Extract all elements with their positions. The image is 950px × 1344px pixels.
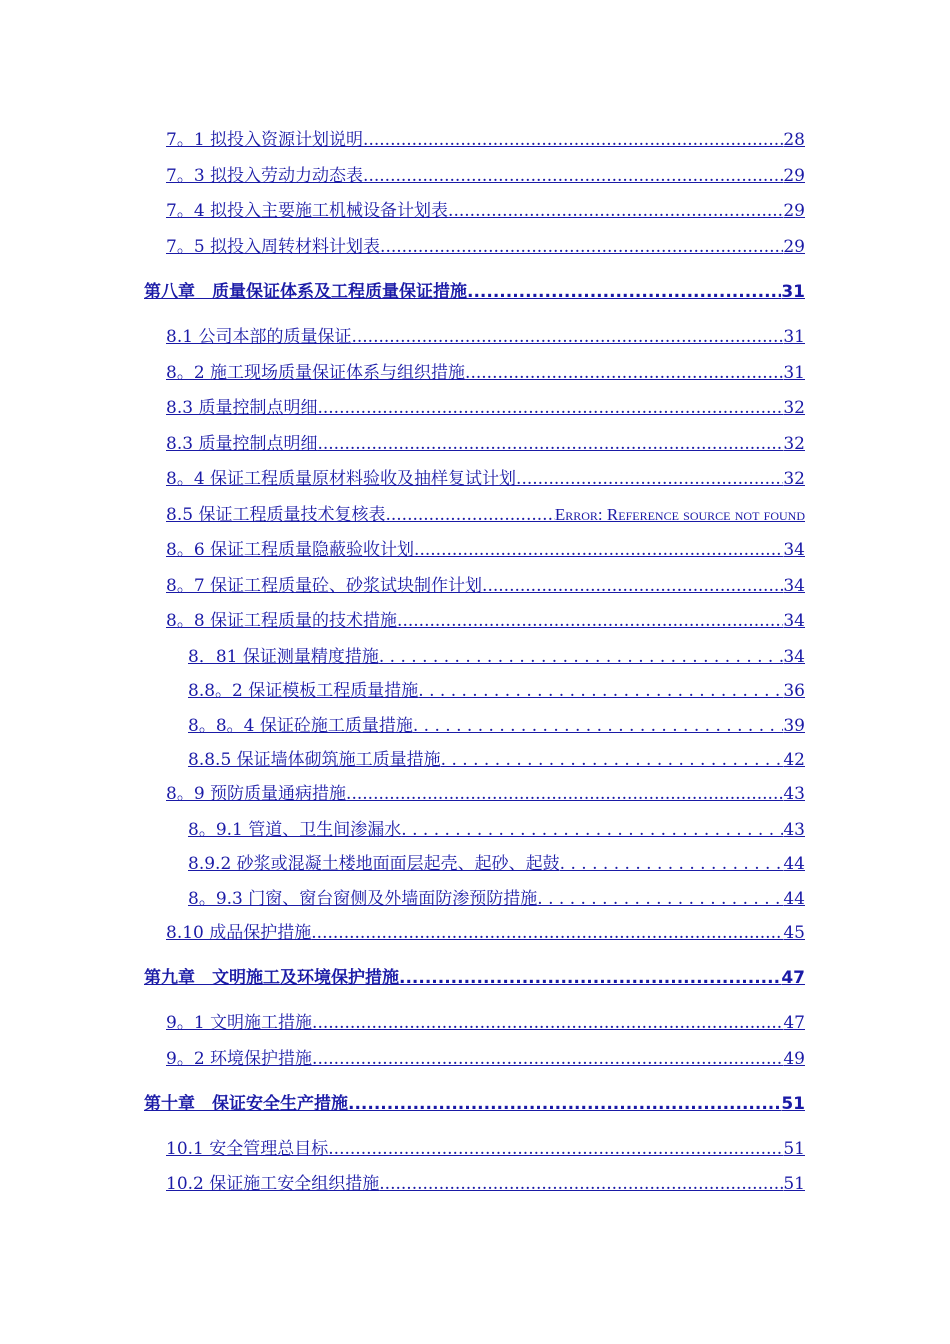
toc-entry-title: 8。8 保证工程质量的技术措施 xyxy=(166,611,398,631)
toc-leader xyxy=(399,968,781,988)
toc-entry-page: 43 xyxy=(783,784,805,804)
toc-entry[interactable] xyxy=(166,918,805,943)
toc-entry-title: 9。2 环境保护措施 xyxy=(166,1049,313,1069)
toc-chapter-title: 第八章 质量保证体系及工程质量保证措施 xyxy=(144,282,467,302)
toc-entry-page: 51 xyxy=(783,1139,805,1159)
toc-entry-page: 31 xyxy=(783,327,805,347)
toc-entry-page: 34 xyxy=(783,540,805,560)
toc-entry-page: 36 xyxy=(783,681,805,701)
toc-entry-page: 32 xyxy=(783,469,805,489)
toc-entry[interactable] xyxy=(166,464,805,489)
toc-chapter-title: 第九章 文明施工及环境保护措施 xyxy=(144,968,399,988)
toc-leader xyxy=(537,889,783,909)
toc-entry-page: 29 xyxy=(783,166,805,186)
toc-entry-title: 8.3 质量控制点明细 xyxy=(166,434,318,454)
toc-entry-page: 29 xyxy=(783,237,805,257)
toc-entry[interactable] xyxy=(166,196,805,221)
toc-reference-error: Error: Reference source not found xyxy=(554,505,805,524)
toc-entry-title: 7。4 拟投入主要施工机械设备计划表 xyxy=(166,201,449,221)
toc-leader xyxy=(467,282,781,302)
toc-leader xyxy=(348,1094,781,1114)
toc-entry-page: 32 xyxy=(783,434,805,454)
toc-entry[interactable] xyxy=(166,1044,805,1069)
toc-leader xyxy=(482,576,783,596)
toc-entry-page: 29 xyxy=(783,201,805,221)
toc-chapter-entry[interactable] xyxy=(144,277,805,302)
toc-entry[interactable] xyxy=(166,1008,805,1033)
toc-entry[interactable] xyxy=(166,1169,805,1194)
toc-entry-title: 8.9.2 砂浆或混凝土楼地面面层起壳、起砂、起鼓 xyxy=(188,854,560,874)
toc-entry-title: 8。9 预防质量通病措施 xyxy=(166,784,347,804)
toc-subentry[interactable] xyxy=(188,815,805,840)
toc-entry-title: 8.8。2 保证模板工程质量措施 xyxy=(188,681,419,701)
toc-entry[interactable] xyxy=(166,606,805,631)
toc-entry[interactable] xyxy=(166,232,805,257)
toc-entry[interactable] xyxy=(166,125,805,150)
toc-leader xyxy=(448,201,783,221)
toc-entry-title: 10.2 保证施工安全组织措施 xyxy=(166,1174,380,1194)
toc-leader xyxy=(401,820,783,840)
toc-leader xyxy=(516,469,783,489)
toc-entry-page: 47 xyxy=(781,968,805,988)
toc-chapter-title: 第十章 保证安全生产措施 xyxy=(144,1094,348,1114)
toc-entry[interactable] xyxy=(166,358,805,383)
toc-entry-title: 8.3 质量控制点明细 xyxy=(166,398,318,418)
toc-entry-page: 28 xyxy=(783,130,805,150)
toc-entry-page: 34 xyxy=(783,647,805,667)
toc-entry-page: 51 xyxy=(783,1174,805,1194)
toc-entry[interactable] xyxy=(166,161,805,186)
toc-leader xyxy=(397,611,783,631)
toc-entry[interactable] xyxy=(166,1134,805,1159)
toc-entry-title: 8。8。4 保证砼施工质量措施 xyxy=(188,716,413,736)
toc-leader xyxy=(441,750,784,770)
toc-leader xyxy=(328,1139,783,1159)
toc-entry-page: 43 xyxy=(783,820,805,840)
toc-leader xyxy=(312,1049,783,1069)
toc-entry-page: 42 xyxy=(783,750,805,770)
toc-leader xyxy=(414,540,783,560)
toc-leader xyxy=(380,237,783,257)
toc-subentry[interactable] xyxy=(188,884,805,909)
toc-entry-page: 34 xyxy=(783,611,805,631)
toc-entry-page: 32 xyxy=(783,398,805,418)
toc-entry-title: 8。7 保证工程质量砼、砂浆试块制作计划 xyxy=(166,576,483,596)
toc-entry-page: 44 xyxy=(783,854,805,874)
toc-entry-title: 8.1 公司本部的质量保证 xyxy=(166,327,352,347)
toc-subentry[interactable] xyxy=(188,849,805,874)
toc-leader xyxy=(379,1174,783,1194)
toc-entry-title: 7。1 拟投入资源计划说明 xyxy=(166,130,364,150)
toc-entry[interactable] xyxy=(166,322,805,347)
toc-leader xyxy=(418,681,783,701)
toc-entry[interactable] xyxy=(166,779,805,804)
toc-entry-title: 8。9.3 门窗、窗台窗侧及外墙面防渗预防措施 xyxy=(188,889,538,909)
toc-entry-page: 45 xyxy=(783,923,805,943)
toc-entry-page: 47 xyxy=(783,1013,805,1033)
toc-entry-title: 8。9.1 管道、卫生间渗漏水 xyxy=(188,820,402,840)
toc-leader xyxy=(465,363,783,383)
toc-entry-title: 7。5 拟投入周转材料计划表 xyxy=(166,237,381,257)
toc-leader xyxy=(312,1013,783,1033)
toc-leader xyxy=(560,854,784,874)
toc-entry-title: 8.5 保证工程质量技术复核表 xyxy=(166,505,386,525)
toc-entry-title: 8。2 施工现场质量保证体系与组织措施 xyxy=(166,363,466,383)
toc-subentry[interactable] xyxy=(188,642,805,667)
toc-entry-page: 31 xyxy=(783,363,805,383)
toc-entry-page: 34 xyxy=(783,576,805,596)
toc-entry-page: 49 xyxy=(783,1049,805,1069)
toc-subentry[interactable] xyxy=(188,745,805,770)
toc-leader xyxy=(363,130,783,150)
toc-entry[interactable] xyxy=(166,393,805,418)
toc-entry-page: 31 xyxy=(781,282,805,302)
toc-entry-page: 51 xyxy=(781,1094,805,1114)
toc-entry[interactable] xyxy=(166,571,805,596)
toc-entry-title: 9。1 文明施工措施 xyxy=(166,1013,313,1033)
toc-entry-title: 7。3 拟投入劳动力动态表 xyxy=(166,166,364,186)
toc-entry-page: 44 xyxy=(783,889,805,909)
toc-leader xyxy=(311,923,783,943)
toc-entry-page: 39 xyxy=(783,716,805,736)
toc-entry-title: 8．81 保证测量精度措施 xyxy=(188,647,379,667)
toc-subentry[interactable] xyxy=(188,711,805,736)
toc-leader xyxy=(351,327,783,347)
toc-entry[interactable] xyxy=(166,500,805,525)
toc-entry-title: 8。6 保证工程质量隐蔽验收计划 xyxy=(166,540,415,560)
toc-leader xyxy=(363,166,783,186)
toc-entry[interactable] xyxy=(166,429,805,454)
toc-leader xyxy=(413,716,784,736)
toc-leader xyxy=(385,505,554,525)
toc-leader xyxy=(317,398,783,418)
toc-entry[interactable] xyxy=(166,535,805,560)
toc-subentry[interactable] xyxy=(188,676,805,701)
toc-leader xyxy=(317,434,783,454)
toc-leader xyxy=(379,647,784,667)
toc-entry-title: 8.8.5 保证墙体砌筑施工质量措施 xyxy=(188,750,441,770)
toc-entry-title: 8.10 成品保护措施 xyxy=(166,923,312,943)
toc-chapter-entry[interactable] xyxy=(144,1089,805,1114)
toc-chapter-entry[interactable] xyxy=(144,963,805,988)
toc-entry-title: 10.1 安全管理总目标 xyxy=(166,1139,329,1159)
toc-entry-title: 8。4 保证工程质量原材料验收及抽样复试计划 xyxy=(166,469,517,489)
toc-leader xyxy=(346,784,783,804)
